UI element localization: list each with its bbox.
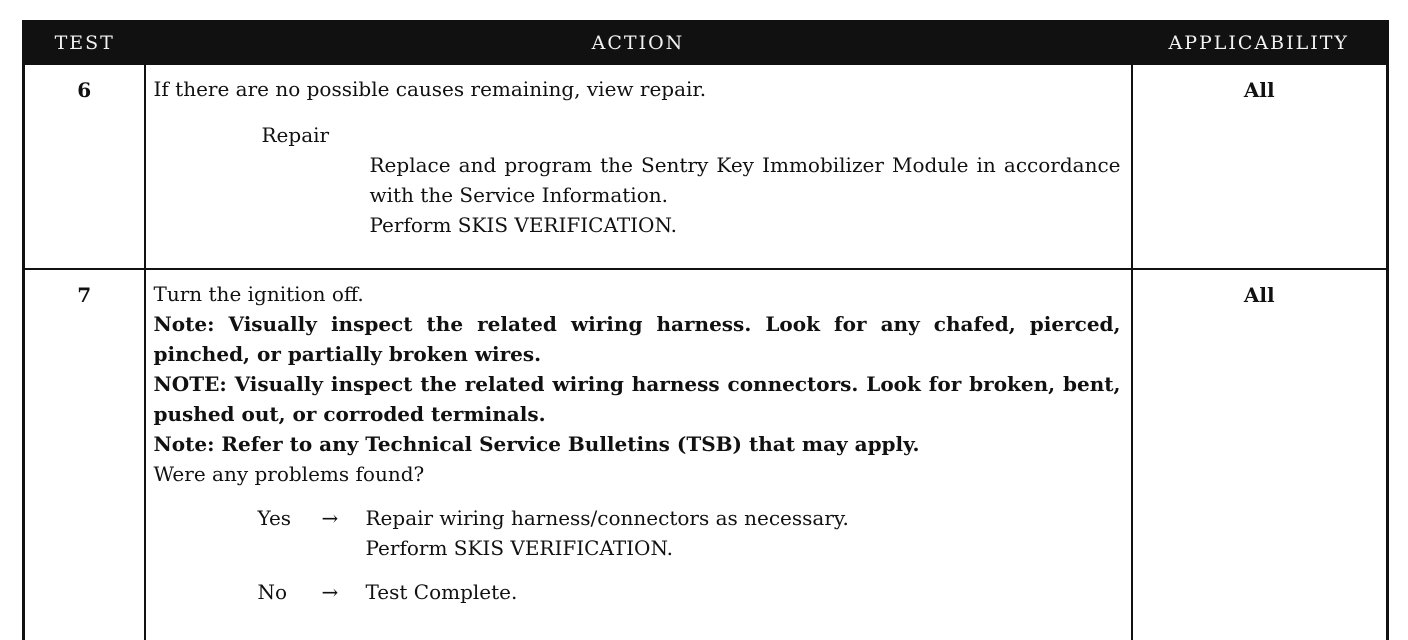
applicability-value: All <box>1132 269 1388 640</box>
applicability-value: All <box>1132 64 1388 269</box>
action-step: Turn the ignition off. <box>153 282 364 306</box>
branch-no <box>154 577 1121 607</box>
result-verification: Perform SKIS VERIFICATION. <box>365 536 674 560</box>
action-cell <box>145 269 1132 640</box>
branch-result <box>366 503 1121 563</box>
header-applicability: APPLICABILITY <box>1132 22 1388 65</box>
header-action: ACTION <box>145 22 1132 65</box>
header-row <box>24 22 1388 65</box>
repair-instruction: Replace and program the Sentry Key Immobilizer Module in accordance with the Service Information. <box>369 153 1121 207</box>
result-complete: Test Complete. <box>365 580 518 604</box>
arrow-right-icon: → <box>321 506 339 530</box>
action-intro: If there are no possible causes remaining, view repair. <box>153 77 707 101</box>
header-test: TEST <box>24 22 145 65</box>
action-question: Were any problems found? <box>153 462 425 486</box>
test-number: 7 <box>24 269 145 640</box>
diagnostic-table <box>22 20 1389 640</box>
note-connectors: NOTE: Visually inspect the related wiring harness connectors. Look for broken, bent, pushed out, or corroded terminals. <box>153 372 1121 426</box>
arrow-right-icon: → <box>321 580 339 604</box>
test-number: 6 <box>24 64 145 269</box>
branch-answer: No <box>257 580 288 604</box>
note-tsb: Note: Refer to any Technical Service Bulletins (TSB) that may apply. <box>153 432 920 456</box>
branch-yes <box>154 503 1121 563</box>
action-cell <box>145 64 1132 269</box>
result-repair: Repair wiring harness/connectors as necessary. <box>365 506 849 530</box>
repair-verification: Perform SKIS VERIFICATION. <box>369 213 678 237</box>
branch-result <box>366 577 1121 607</box>
table-row-test-7 <box>24 269 1388 640</box>
repair-label: Repair <box>261 123 330 147</box>
note-wiring-harness: Note: Visually inspect the related wiring harness. Look for any chafed, pierced, pinched, or partially broken wires. <box>153 312 1121 366</box>
table-row-test-6 <box>24 64 1388 269</box>
branch-answer: Yes <box>257 506 292 530</box>
